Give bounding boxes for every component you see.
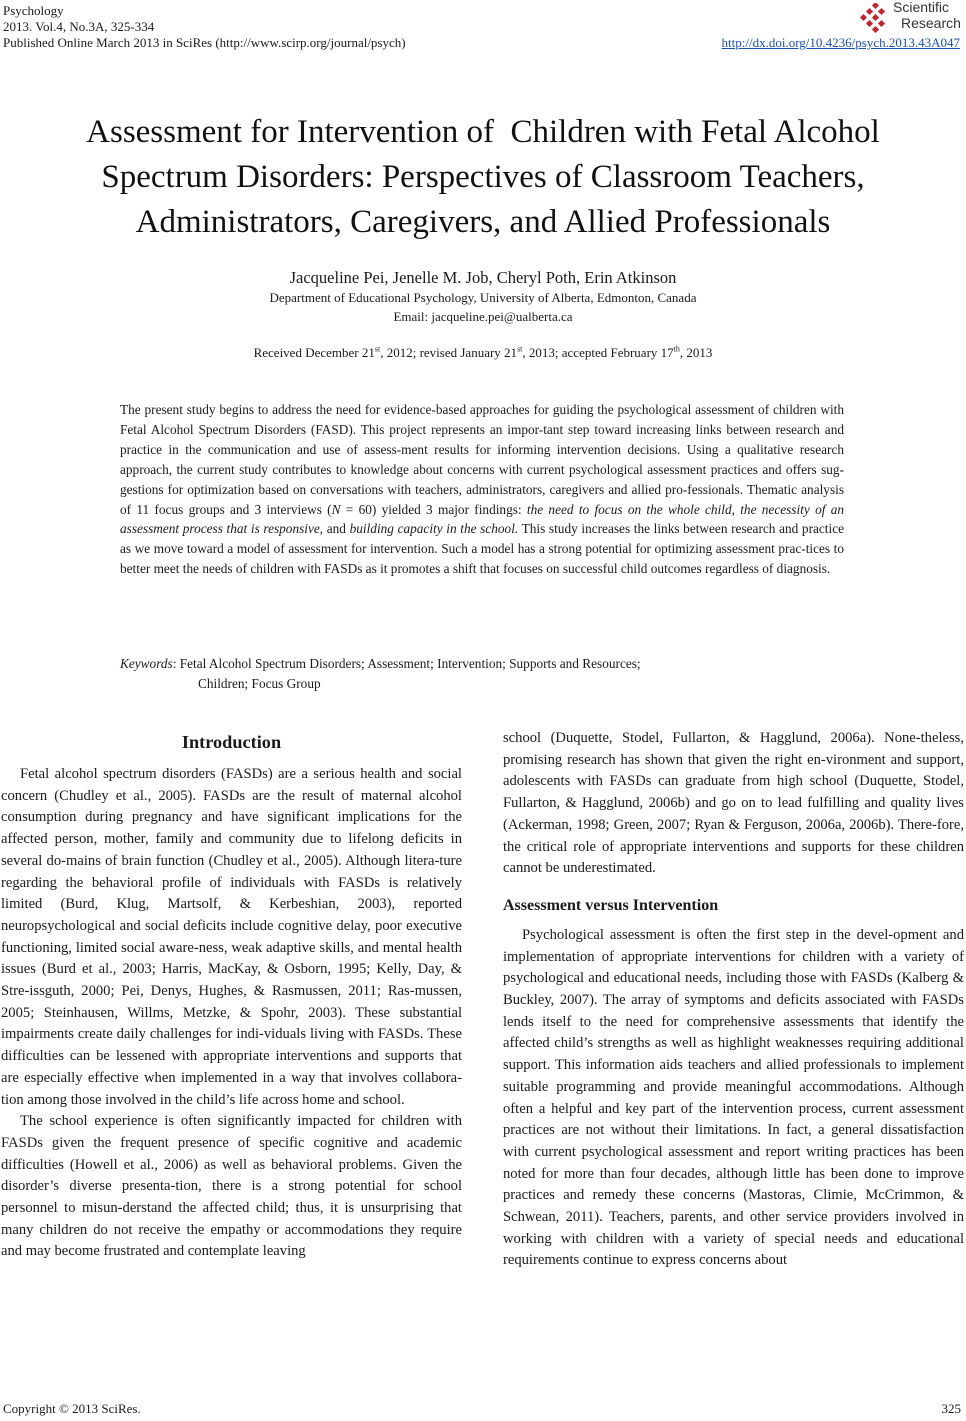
contact-email: Email: jacqueline.pei@ualberta.ca (393, 309, 573, 324)
title-line-1: Assessment for Intervention of Children with Fetal Alcohol (86, 114, 880, 150)
keywords-line-1: : Fetal Alcohol Spectrum Disorders; Assessment; Intervention; Supports and Resources; (172, 656, 641, 671)
logo-wordmark (893, 0, 961, 31)
doi-link[interactable]: http://dx.doi.org/10.4236/psych.2013.43A047 (721, 35, 960, 50)
introduction-heading: Introduction (181, 732, 282, 752)
logo-line-1: Scientific (893, 0, 950, 15)
received-part-d: , 2013 (679, 345, 713, 360)
intro-paragraph-1: Fetal alcohol spectrum disorders (FASDs) are a serious health and social concern (Chudley et al., 2005). FASDs are the result of maternal alcohol consumption during pregnancy and have significant implications for the affected person, mother, family and community due to lifelong deficits in several do-mains of brain function (Chudley et al., 2005). Although litera-ture regarding the behavioral profile of individuals with FASDs is relatively limited (Burd, Klug, Martsolf, & Kerbeshian, 2003), reported neuropsychological and social deficits include cognitive delay, poor executive functioning, limited social aware-ness, weak adaptive skills, and mental health issues (Burd et al., 2003; Harris, MacKay, & Osborn, 1995; Kelly, Day, & Stre-issguth, 2000; Pei, Denys, Hughes, & Rasmussen, 2011; Ras-mussen, 2005; Steinhausen, Willms, Metzke, & Spohr, 2003). These substantial impairments create daily challenges for indi-viduals living with FASDs. These difficulties can be lessened with appropriate interventions and supports that are especially effective when implemented in a way that involves collabora-tion among those involved in the child’s life across home and school. (1, 766, 462, 1108)
scientific-research-logo-icon (860, 3, 890, 33)
abstract-text-1: The present study begins to address the need for evidence-based approaches for guiding the psychological assessment of children with Fetal Alcohol Spectrum Disorders (FASD). This project represents an impor-tant step toward increasing links between research and practice in the communication and use of assess-ment results for informing intervention decisions. Using a qualitative research approach, the current study contributes to knowledge about concerns with current psychological assessment practices and offers sug-gestions for optimization based on conversations with teachers, administrators, caregivers and allied pro-fessionals. Thematic analysis of 11 focus groups and 3 interviews ( (120, 402, 844, 517)
right-column (503, 728, 964, 1272)
title-line-2: Spectrum Disorders: Perspectives of Classroom Teachers, (101, 159, 865, 195)
received-part-a: Received December 21 (253, 345, 375, 360)
received-part-c: , 2013; accepted February 17 (522, 345, 674, 360)
received-sup-b: st (517, 344, 523, 354)
volume-info: 2013. Vol.4, No.3A, 325-334 (3, 19, 155, 34)
abstract-text-3: This study increases the links between research and practice as we move toward a model of assessment for intervention. Such a model has a strong potential for optimizing assessment prac-tices to better meet the needs of children with FASDs as it promotes a shift that focuses on successful child outcomes regardless of diagnosis. (120, 521, 844, 577)
running-header (3, 3, 406, 51)
page-number: 325 (941, 1401, 961, 1416)
received-sup-c: th (673, 344, 680, 354)
left-column (1, 728, 462, 1263)
abstract-text-2: = 60) yielded 3 major findings: (340, 501, 527, 517)
journal-name: Psychology (3, 3, 64, 18)
keywords-line-2: Children; Focus Group (198, 676, 321, 691)
finding-1: the need to focus on the whole child (526, 501, 732, 517)
publisher-logo (860, 0, 960, 36)
finding-3: building capacity in the school. (349, 521, 519, 537)
affiliation: Department of Educational Psychology, University of Alberta, Edmonton, Canada (269, 290, 697, 305)
received-part-b: , 2012; revised January 21 (380, 345, 518, 360)
title-line-3: Administrators, Caregivers, and Allied Professionals (135, 204, 831, 240)
intro-paragraph-2: The school experience is often significantly impacted for children with FASDs given the frequent presence of specific cognitive and academic difficulties (Howell et al., 2006) as well as behavioral problems. Given the disorder’s diverse presenta-tion, there is a strong potential for school personnel to misun-derstand the affected child; thus, it is unsurprising that many children do not receive the empathy or accommodations they require and may become frustrated and contemplate leaving (1, 1113, 462, 1260)
abstract-n-label: N (331, 501, 341, 517)
published-info: Published Online March 2013 in SciRes (http://www.scirp.org/journal/psych) (3, 35, 406, 50)
author-list: Jacqueline Pei, Jenelle M. Job, Cheryl Poth, Erin Atkinson (289, 268, 677, 287)
keywords (120, 654, 844, 694)
finding-2: the necessity of an assessment process that is responsive (120, 501, 845, 537)
received-sup-a: st (374, 344, 381, 354)
keywords-label: Keywords (120, 656, 173, 671)
abstract (120, 400, 844, 579)
assessment-heading: Assessment versus Intervention (503, 896, 719, 914)
copyright: Copyright © 2013 SciRes. (3, 1401, 141, 1416)
received-dates (0, 345, 966, 361)
finding-separator-2: , and (319, 521, 350, 537)
logo-line-2: Research (901, 15, 961, 31)
finding-separator-1: , (731, 501, 741, 517)
keywords-row-1 (120, 654, 844, 674)
assessment-paragraph-1: Psychological assessment is often the first step in the devel-opment and implementation of appropriate interventions for children with a variety of psychological and educational needs, including those with FASDs (Kalberg & Buckley, 2007). The array of symptoms and deficits associated with FASDs lends itself to the need for comprehensive assessments that identify the affected child’s strengths as well as highlight weaknesses requiring additional support. This information aids teachers and allied professionals to implement suitable programming and provide meaningful accommodations. Although often a helpful and key part of the intervention process, current assessment practices are not without their limitations. In fact, a general dissatisfaction with current psychological assessment and report writing practices has been noted for more than four decades, although little has been done to improve practices and remedy these concerns (Mastoras, Climie, McCrimmon, & Schwean, 2011). Teachers, parents, and other service providers involved in working with children with a variety of special needs and educational requirements continue to express concerns about (503, 926, 964, 1269)
paper-title (20, 110, 946, 245)
continued-paragraph: school (Duquette, Stodel, Fullarton, & Hagglund, 2006a). None-theless, promising research has shown that given the right en-vironment and support, adolescents with FASDs can graduate from high school (Duquette, Stodel, Fullarton, & Hagglund, 2006b) and go on to lead fulfilling and quality lives (Ackerman, 1998; Green, 2007; Ryan & Ferguson, 2006a, 2006b). There-fore, the critical role of appropriate interventions and supports for these children cannot be underestimated. (503, 730, 964, 877)
